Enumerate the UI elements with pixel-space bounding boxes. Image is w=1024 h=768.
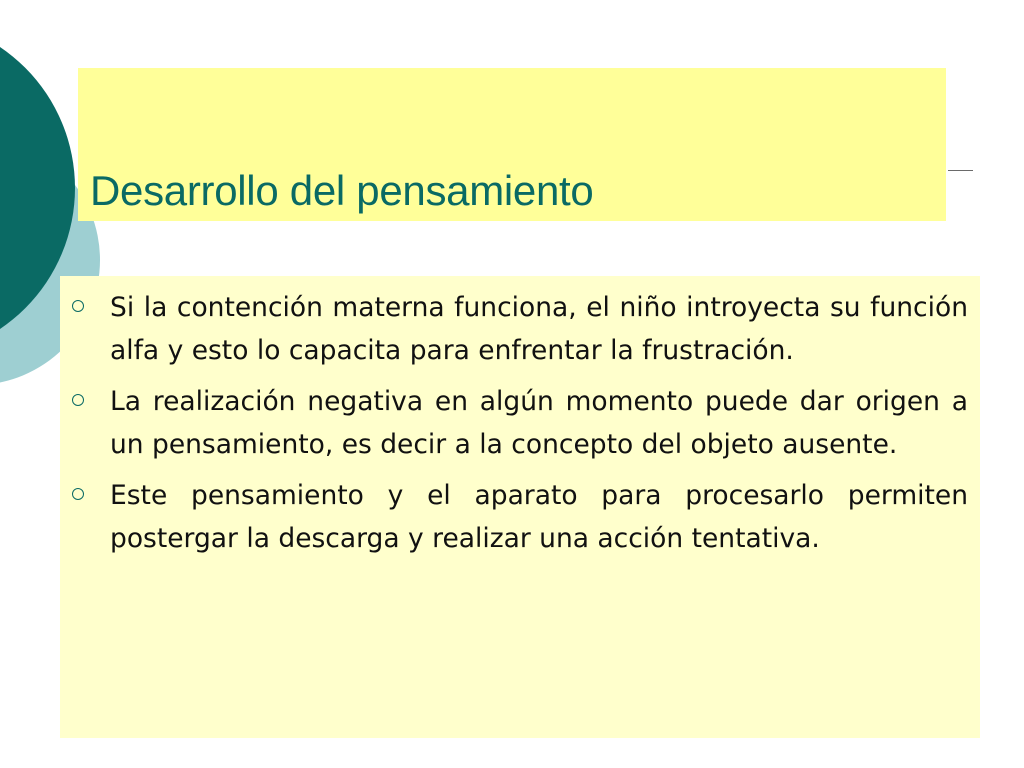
slide-title: Desarrollo del pensamiento — [90, 167, 594, 214]
hollow-circle-bullet-icon — [72, 394, 84, 406]
bullet-text: Este pensamiento y el aparato para procesarlo permiten postergar la descarga y realizar una acción tentativa. — [110, 480, 968, 554]
bullet-text: Si la contención materna funciona, el niño introyecta su función alfa y esto lo capacita para enfrentar la frustración. — [110, 292, 968, 366]
bullet-list — [60, 286, 980, 568]
bullet-item — [60, 286, 980, 372]
bullet-text: La realización negativa en algún momento puede dar origen a un pensamiento, es decir a la concepto del objeto ausente. — [110, 386, 968, 460]
content-box — [60, 276, 980, 738]
hollow-circle-bullet-icon — [72, 488, 84, 500]
bullet-item — [60, 380, 980, 466]
hollow-circle-bullet-icon — [72, 300, 84, 312]
bullet-item — [60, 474, 980, 560]
title-divider — [948, 170, 973, 171]
title-box — [78, 68, 946, 221]
